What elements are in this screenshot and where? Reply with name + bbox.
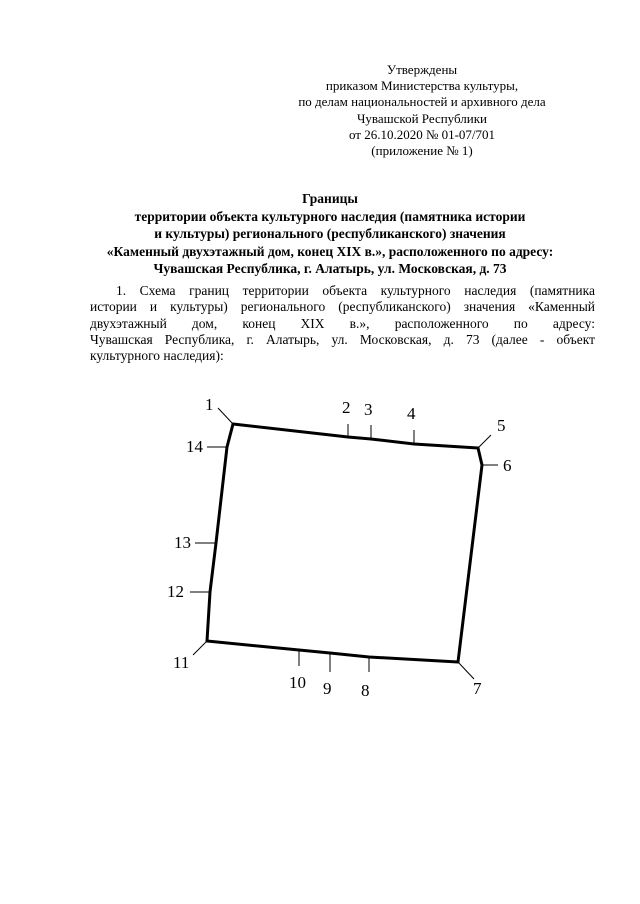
point-label-1: 1 bbox=[205, 395, 214, 414]
approval-line: от 26.10.2020 № 01-07/701 bbox=[348, 126, 496, 142]
title-line: и культуры) регионального (республиканского) значения bbox=[154, 226, 506, 241]
boundary-top-edge bbox=[233, 424, 478, 448]
point-label-11: 11 bbox=[173, 653, 190, 672]
approval-line: Утверждены bbox=[386, 62, 458, 77]
boundary-left-edge bbox=[207, 424, 233, 641]
boundary-bottom-edge bbox=[207, 641, 458, 662]
paragraph-line: 1. Схема границ территории объекта культурного наследия (памятника bbox=[116, 283, 595, 298]
title-line: территории объекта культурного наследия (памятника истории bbox=[134, 208, 526, 224]
point-label-4: 4 bbox=[407, 404, 416, 423]
point-label-2: 2 bbox=[342, 398, 351, 417]
paragraph-line: Чувашская Республика, г. Алатырь, ул. Московская, д. 73 (далее - объект bbox=[90, 331, 595, 347]
point-label-14: 14 bbox=[186, 437, 203, 456]
approval-line: по делам национальностей и архивного дела bbox=[298, 94, 546, 110]
boundary-right-edge bbox=[458, 448, 482, 662]
point-label-9: 9 bbox=[323, 679, 332, 698]
paragraph-line: истории и культуры) регионального (республиканского) значения «Каменный bbox=[90, 299, 595, 315]
point-label-13: 13 bbox=[174, 533, 191, 552]
point-label-10: 10 bbox=[289, 673, 306, 692]
leader-lines bbox=[190, 408, 498, 679]
point-label-3: 3 bbox=[364, 400, 373, 419]
point-label-5: 5 bbox=[497, 416, 506, 435]
point-label-6: 6 bbox=[503, 456, 512, 475]
title-line: «Каменный двухэтажный дом, конец XIX в.», расположенного по адресу: bbox=[106, 243, 554, 259]
boundary-polygon bbox=[207, 424, 482, 662]
approval-line: (приложение № 1) bbox=[371, 143, 473, 159]
point-label-12: 12 bbox=[167, 582, 184, 601]
title-line: Границы bbox=[302, 191, 358, 206]
point-label-7: 7 bbox=[473, 679, 482, 698]
paragraph-line: культурного наследия): bbox=[90, 348, 224, 364]
point-label-8: 8 bbox=[361, 681, 370, 700]
approval-line: Чувашской Республики bbox=[356, 110, 488, 126]
title-line: Чувашская Республика, г. Алатырь, ул. Московская, д. 73 bbox=[153, 261, 507, 276]
paragraph-line: двухэтажный дом, конец XIX в.», расположенного по адресу: bbox=[90, 315, 595, 331]
approval-line: приказом Министерства культуры, bbox=[325, 78, 519, 94]
